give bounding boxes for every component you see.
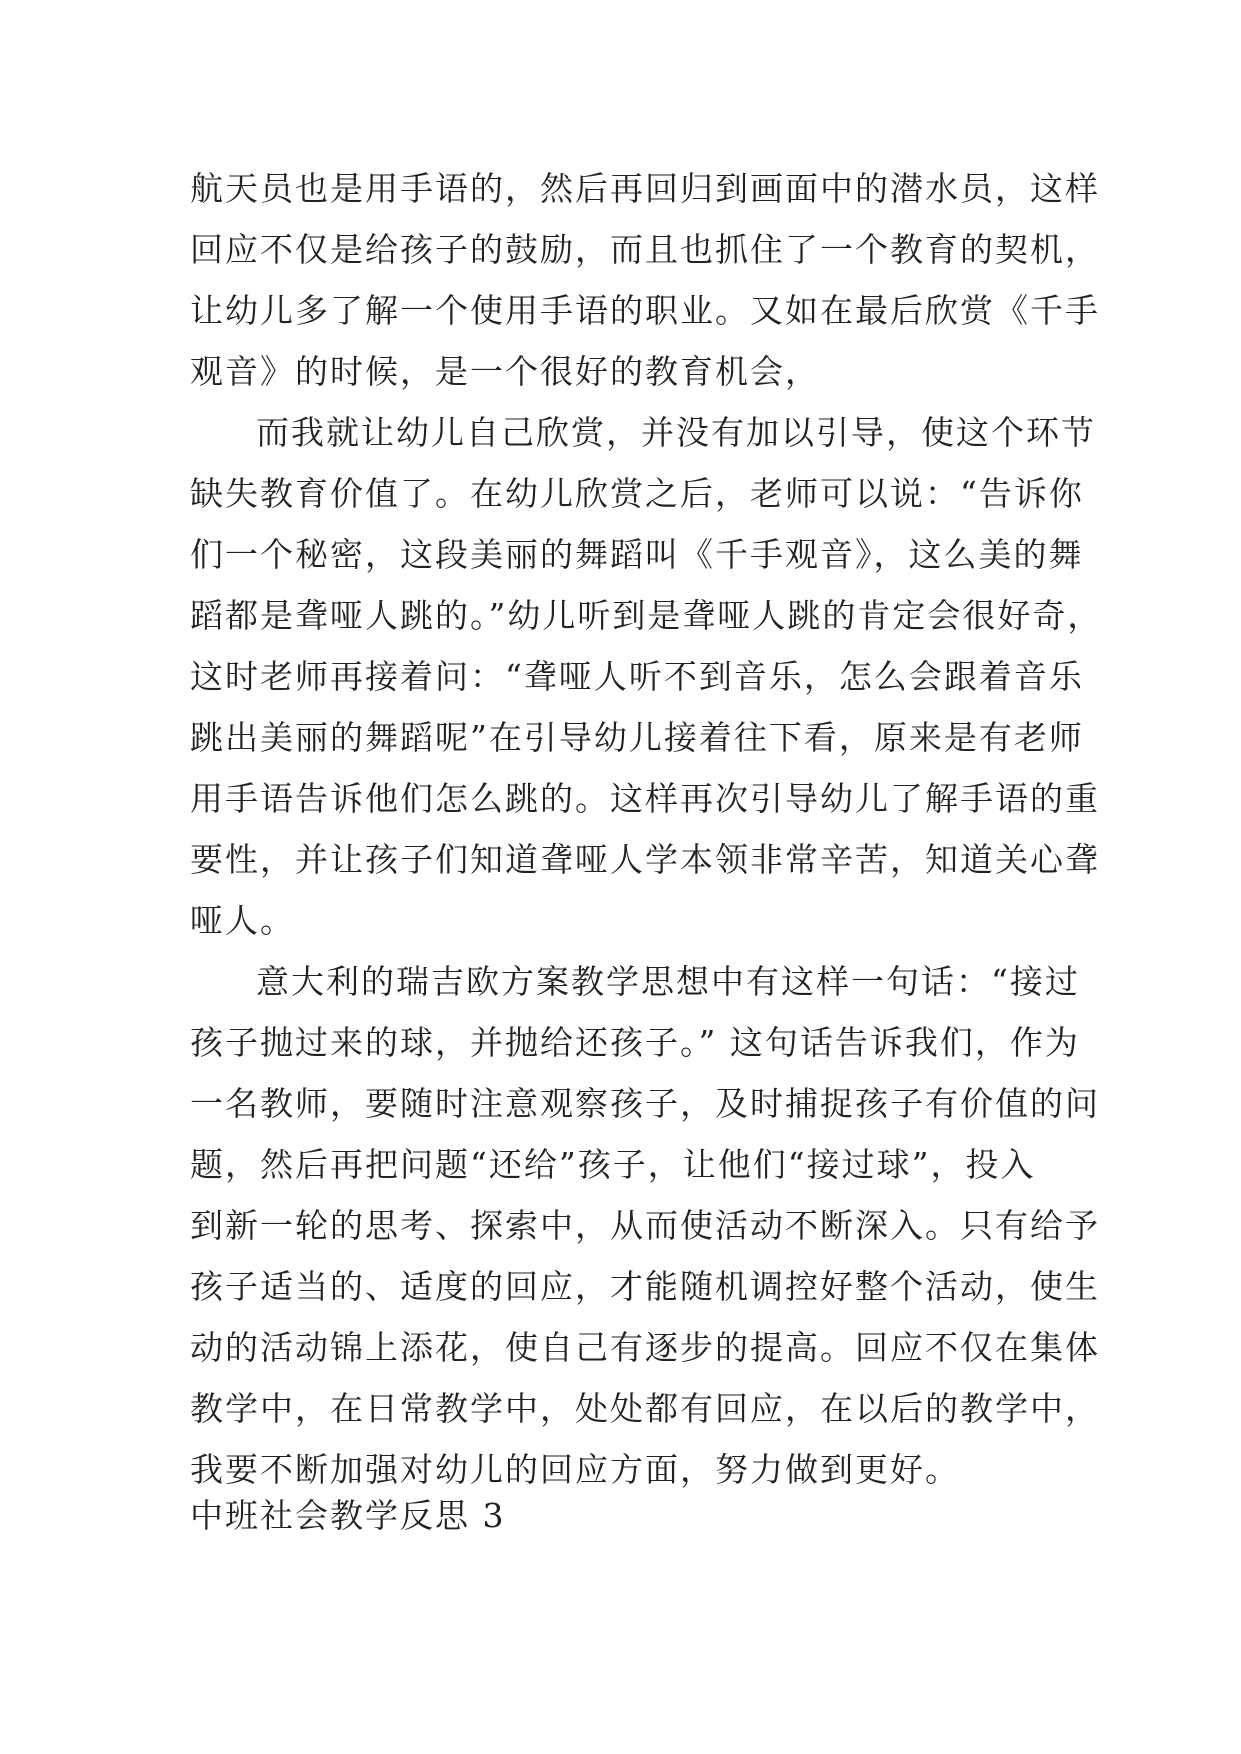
text-line: 孩子抛过来的球，并抛给还孩子。” 这句话告诉我们，作为 (190, 1023, 1080, 1062)
text-line: 让幼儿多了解一个使用手语的职业。又如在最后欣赏《千手 (190, 291, 1100, 330)
text-line: 蹈都是聋哑人跳的。”幼儿听到是聋哑人跳的肯定会很好奇， (190, 596, 1103, 635)
text-line: 到新一轮的思考、探索中，从而使活动不断深入。只有给予 (190, 1206, 1100, 1245)
text-line: 观音》的时候，是一个很好的教育机会， (190, 352, 820, 391)
text-line: 回应不仅是给孩子的鼓励，而且也抓住了一个教育的契机， (190, 230, 1100, 269)
text-line: 一名教师，要随时注意观察孩子，及时捕捉孩子有价值的问 (190, 1084, 1100, 1123)
text-line-paragraph-start: 而我就让幼儿自己欣赏，并没有加以引导，使这个环节 (256, 413, 1096, 452)
body-text (190, 158, 1103, 1500)
text-line: 要性，并让孩子们知道聋哑人学本领非常辛苦，知道关心聋 (190, 840, 1100, 879)
text-line: 们一个秘密，这段美丽的舞蹈叫《千手观音》，这么美的舞 (190, 535, 1084, 574)
text-line: 我要不断加强对幼儿的回应方面，努力做到更好。 (190, 1450, 960, 1489)
text-line: 题，然后再把问题“还给”孩子，让他们“接过球”，投入 (190, 1145, 1036, 1184)
text-line: 缺失教育价值了。在幼儿欣赏之后，老师可以说：“告诉你 (190, 474, 1084, 513)
text-line: 孩子适当的、适度的回应，才能随机调控好整个活动，使生 (190, 1267, 1100, 1306)
text-line: 航天员也是用手语的，然后再回归到画面中的潜水员，这样 (190, 169, 1100, 208)
text-line: 跳出美丽的舞蹈呢”在引导幼儿接着往下看，原来是有老师 (190, 718, 1084, 757)
section-heading: 中班社会教学反思 3 (190, 1496, 506, 1535)
text-line: 用手语告诉他们怎么跳的。这样再次引导幼儿了解手语的重 (190, 779, 1100, 818)
text-line: 哑人。 (190, 901, 295, 940)
text-line-paragraph-start: 意大利的瑞吉欧方案教学思想中有这样一句话：“接过 (256, 962, 1080, 1001)
text-line: 这时老师再接着问：“聋哑人听不到音乐，怎么会跟着音乐 (190, 657, 1084, 696)
text-line: 动的活动锦上添花，使自己有逐步的提高。回应不仅在集体 (190, 1328, 1100, 1367)
text-line: 教学中，在日常教学中，处处都有回应，在以后的教学中， (190, 1389, 1100, 1428)
